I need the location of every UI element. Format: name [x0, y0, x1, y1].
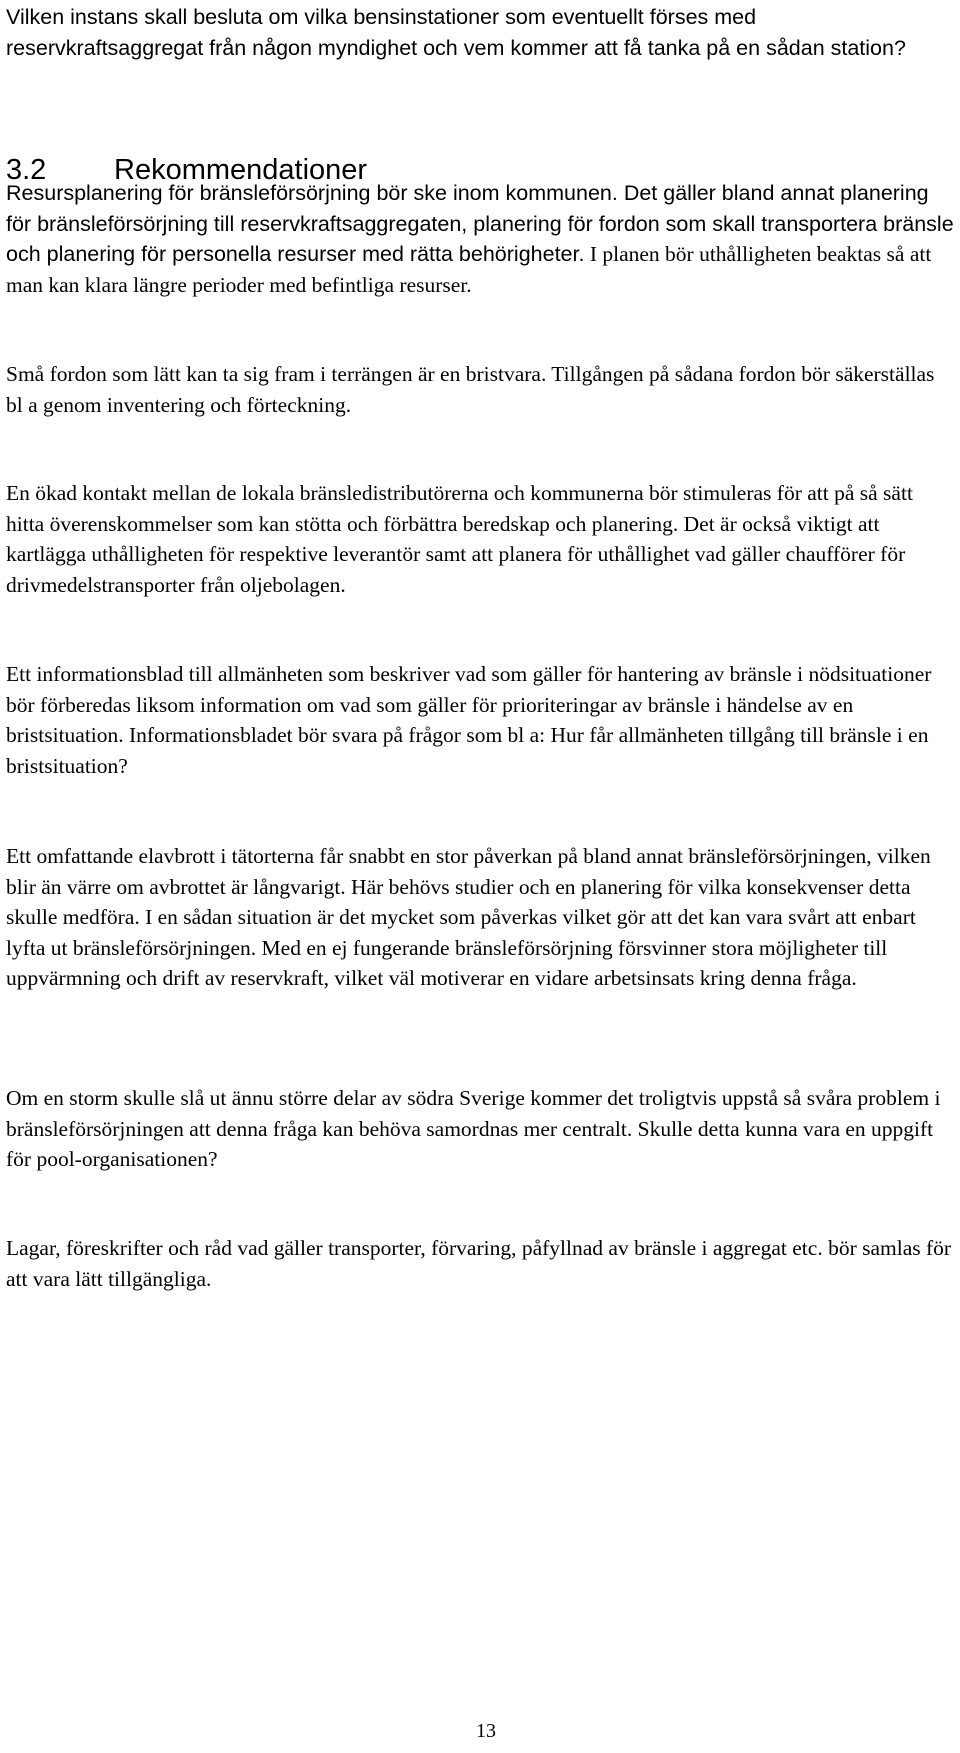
paragraph-regulations: Lagar, föreskrifter och råd vad gäller transporter, förvaring, påfyllnad av bränsle i aggregat etc. bör samlas för att vara lätt tillgängliga.: [6, 1236, 952, 1291]
paragraph-storm: Om en storm skulle slå ut ännu större delar av södra Sverige kommer det troligtvis uppstå så svåra problem i bränsleförsörjningen att denna fråga kan behöva samordnas mer centralt. Skulle detta kunna vara en uppgift för pool-organisationen?: [6, 1086, 941, 1171]
paragraph-power-outage: Ett omfattande elavbrott i tätorterna får snabbt en stor påverkan på bland annat bränsleförsörjningen, vilken blir än värre om avbrottet är långvarigt. Här behövs studier och en planering för vilka konsekvenser detta skulle medföra. I en sådan situation är det mycket som påverkas vilket gör att det kan vara svårt att enbart lyfta ut bränsleförsörjningen. Med en ej fungerande bränsleförsörjning försvinner stora möjligheter till uppvärmning och drift av reservkraft, vilket väl motiverar en vidare arbetsinsats kring denna fråga.: [6, 844, 931, 990]
paragraph-resource-planning-serif: I planen bör uthålligheten beaktas så att man kan klara längre perioder med befintliga resurser.: [6, 242, 932, 297]
paragraph-information-sheet: Ett informationsblad till allmänheten som beskriver vad som gäller för hantering av bränsle i nödsituationer bör förberedas liksom information om vad som gäller för prioriteringar av bränsle i händelse av en bristsituation. Informationsbladet bör svara på frågor som bl a: Hur får allmänheten tillgång till bränsle i en bristsituation?: [6, 662, 932, 778]
section-number: 3.2: [6, 154, 47, 186]
paragraph-distributor-contact: En ökad kontakt mellan de lokala bränsledistributörerna och kommunerna bör stimuleras för att på så sätt hitta överenskommelser som kan stötta och förbättra beredskap och planering. Det är också viktigt att kartlägga uthålligheten för respektive leverantör samt att planera för uthållighet vad gäller chaufförer för drivmedelstransporter från oljebolagen.: [6, 481, 913, 597]
intro-question-paragraph: Vilken instans skall besluta om vilka bensinstationer som eventuellt förses med reservkraftsaggregat från någon myndighet och vem kommer att få tanka på en sådan station?: [6, 5, 906, 60]
paragraph-resource-planning-sans: Resursplanering för bränsleförsörjning bör ske inom kommunen. Det gäller bland annat planering för bränsleförsörjning till reservkraftsaggregaten, planering för fordon som skall transportera bränsle och planering för personella resurser med rätta behörigheter.: [6, 181, 954, 266]
paragraph-resource-planning: [6, 178, 956, 300]
section-title: Rekommendationer: [114, 154, 368, 186]
paragraph-small-vehicles: Små fordon som lätt kan ta sig fram i terrängen är en bristvara. Tillgången på sådana fordon bör säkerställas bl a genom inventering och förteckning.: [6, 362, 935, 417]
page-number: 13: [476, 1720, 496, 1742]
